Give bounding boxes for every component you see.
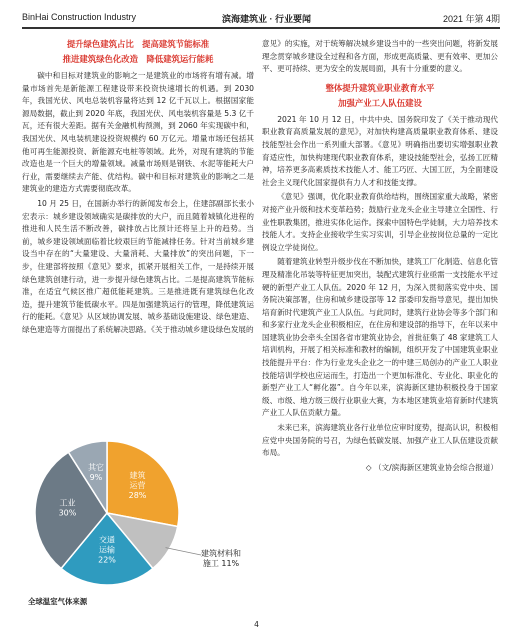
header-publication-en: BinHai Construction Industry [22, 12, 137, 22]
header-divider [22, 27, 500, 29]
article1-paragraph-2: 10 月 25 日，在国新办举行的新闻发布会上，住建部副部长张小宏表示：城乡建设领域确实是碳排放的大户，而且随着城镇化进程的推进和人民生活不断改善，碳排放占比预计还将呈上升的趋势。当前，城乡建设领域面临着比较艰巨的节能减排任务。针对当前城乡建设当中存在的“大量建设、大量消耗、大量排放”的突出问题，下一步，住建部将按照《意见》要求，抓紧开展相关工作，一是持续开展绿色建筑创建行动，进一步提升绿色建筑占比。二是提高建筑节能标准，在适宜气候区推广超低能耗建筑。三是推进既有建筑绿色化改造，提升建筑节能低碳水平。四是加强建筑运行的管理，降低建筑运行的能耗。《意见》从区域协调发展、城乡基础设施建设、绿色建造、绿色建造等方面提出了系统解决思路。《关于推动城乡建设绿色发展的 [22, 198, 254, 334]
article2-title-line1: 整体提升建筑业职业教育水平 [325, 82, 435, 93]
article1-title-line2: 推进建筑绿色化改造 降低建筑运行能耗 [62, 54, 214, 64]
page-number: 4 [254, 620, 259, 629]
right-column [262, 38, 498, 476]
article2-title-line2: 加强产业工人队伍建设 [338, 97, 422, 108]
article2-paragraph-4: 未来已来，滨海建筑业各行业单位应审时度势，提高认识，积极相应党中央国务院的号召，为绿色低碳发展、加强产业工人队伍建设贡献布局。 [262, 423, 498, 458]
pie-label-1: 建筑运营 28% [128, 470, 147, 500]
pie-label-3: 交通运输 22% [98, 535, 116, 565]
pie-label-5: 其它 9% [87, 462, 104, 482]
article2-title [262, 82, 498, 110]
page-header [22, 10, 500, 26]
header-section-title: 滨海建筑业 · 行业要闻 [222, 14, 311, 24]
chart-title: 全球温室气体来源 [28, 597, 88, 606]
left-column [22, 38, 254, 338]
pie-chart-svg [22, 428, 254, 598]
pie-chart [22, 428, 254, 618]
pie-label-4: 工业 30% [58, 498, 77, 518]
article1-title [22, 38, 254, 66]
article1-paragraph-1: 碳中和目标对建筑业的影响之一是建筑业的市场将有增有减。增量市场首先是新能源工程建设带来投资快速增长的机遇。到 2030 年，我国光伏、风电总装机容量将达到 12 亿千瓦以上。根据国家能源局数据，截止到 2020 年底，我国光伏、风电装机容量是 5.3 亿千瓦，还有很大差距。据有关金融机构预测，到 2060 年实现碳中和，我国光伏、风电装机建设投资规模约 60 万亿元。增量市场还包括其他可再生能源投资、新能源充电桩等领域。此外，对现有建筑的节能改造也是一个巨大的增量领域。减量市场则是钢铁、水泥等能耗大户行业，需要继续去产能、优结构。碳中和目标对建筑业的影响之二是建筑业的建造方式需要彻底改革。 [22, 71, 254, 194]
article2-paragraph-3: 随着建筑业转型升级步伐在不断加快，建筑工厂化制造、信息化管理及精准化吊装等特征更加突出，装配式建筑行业亟需一支技能水平过硬的新型产业工人队伍。2020 年 12 月，为深入贯彻落实党中央、国务院决策部署，住房和城乡建设部等 12 部委印发指导意见，提出加快培育新时代建筑产业工人队伍。与此同时，建筑行业协会等多个部门和和多家行业龙头企业积极相应，在住房和建设部的指导下，在年以来中国建筑业协会牵头全国各省市建筑业协会，首批征集了 48 家建筑工人培训机构，开展了相关标准和教材的编制，组织开发了中国建筑业职业技能提升平台：作为行业龙头企业之一的中建三局创办的产业工人职业技能培训学校也应运而生，打造出一个更加标准化、专业化、职业化的新型产业工人“孵化器”。自今年以来，滨海新区建协积极投身于国家级、市级、地方级三级行业职业大赛，为本地区建筑业培育新时代建筑产业工人队伍贡献力量。 [262, 257, 498, 418]
article2-signature: ◇ （文/滨海新区建筑业协会综合报道） [365, 462, 498, 472]
article2-paragraph-1: 2021 年 10 月 12 日，中共中央、国务院印发了《关于推动现代职业教育高质量发展的意见》，对加快构建高质量职业教育体系、建设技能型社会作出一系列重大部署。《意见》明确指出要切实增强职业教育适应性，加快构建现代职业教育体系，建设技能型社会，弘扬工匠精神，培养更多高素质技术技能人才、能工巧匠、大国工匠，为全面建设社会主义现代化国家提供有力人才和技能支撑。 [262, 114, 498, 187]
article2-paragraph-2: 《意见》强调，优化职业教育供给结构，围绕国家重大战略，紧密对接产业升级和技术变革趋势；鼓励行业龙头企业主导建立全国性、行业性职教集团，推进实体化运作。探索中国特色学徒制，大力培养技术技能人才。支持企业接收学生实习实训，引导企业按岗位总量的一定比例设立学徒岗位。 [262, 192, 498, 252]
header-issue: 2021 年第 4期 [442, 14, 500, 24]
pie-label-2: 建筑材料和施工 11% [201, 549, 241, 568]
article1-title-line1: 提升绿色建筑占比 提高建筑节能标准 [66, 39, 210, 49]
article1-continuation: 意见》的实施，对于统筹解决城乡建设当中的一些突出问题，将新发展理念贯穿城乡建设全过程和各方面，形成更高质量、更有效率、更加公平、更可持续、更为安全的发展局面，具有十分重要的意义。 [262, 39, 498, 74]
pie-leader-line [166, 548, 201, 555]
